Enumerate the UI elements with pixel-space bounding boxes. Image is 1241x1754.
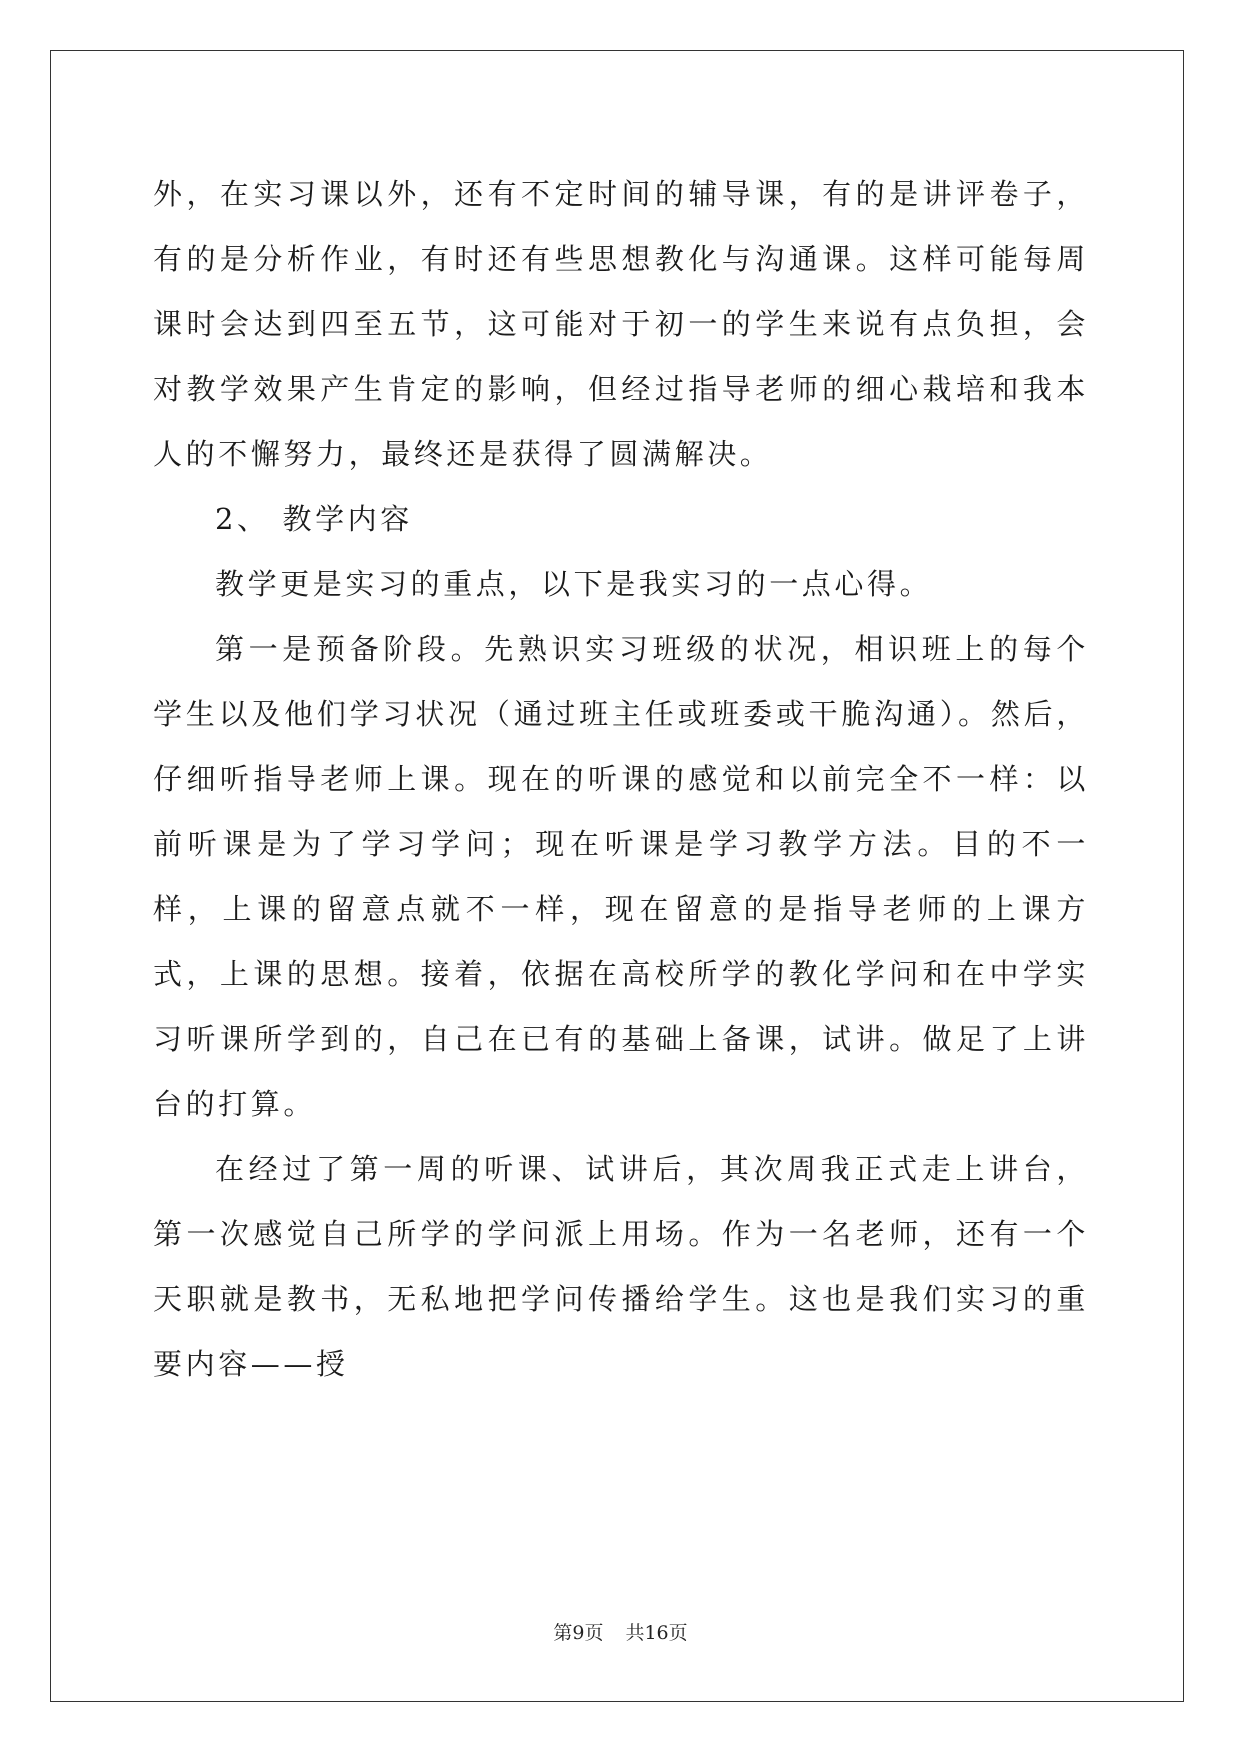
paragraph-3: 第一是预备阶段。先熟识实习班级的状况，相识班上的每个学生以及他们学习状况（通过班主任或班委或干脆沟通）。然后，仔细听指导老师上课。现在的听课的感觉和以前完全不一样：以前听课是为了学习学问；现在听课是学习教学方法。目的不一样，上课的留意点就不一样，现在留意的是指导老师的上课方式，上课的思想。接着，依据在高校所学的教化学问和在中学实习听课所学到的，自己在已有的基础上备课，试讲。做足了上讲台的打算。 (153, 632, 1089, 1121)
paragraph-4: 在经过了第一周的听课、试讲后，其次周我正式走上讲台，第一次感觉自己所学的学问派上用场。作为一名老师，还有一个天职就是教书，无私地把学问传播给学生。这也是我们实习的重要内容——授 (153, 1152, 1089, 1381)
section-heading-teaching-content: 2、 教学内容 (215, 502, 413, 536)
paragraph-2: 教学更是实习的重点，以下是我实习的一点心得。 (215, 567, 933, 601)
page-number: 第9页 (553, 1622, 604, 1644)
page-total: 共16页 (625, 1622, 688, 1644)
paragraph-1: 外，在实习课以外，还有不定时间的辅导课，有的是讲评卷子，有的是分析作业，有时还有些思想教化与沟通课。这样可能每周课时会达到四至五节，这可能对于初一的学生来说有点负担，会对教学效果产生肯定的影响，但经过指导老师的细心栽培和我本人的不懈努力，最终还是获得了圆满解决。 (153, 177, 1089, 471)
page-footer (0, 1618, 1241, 1645)
document-body (153, 162, 1089, 1397)
